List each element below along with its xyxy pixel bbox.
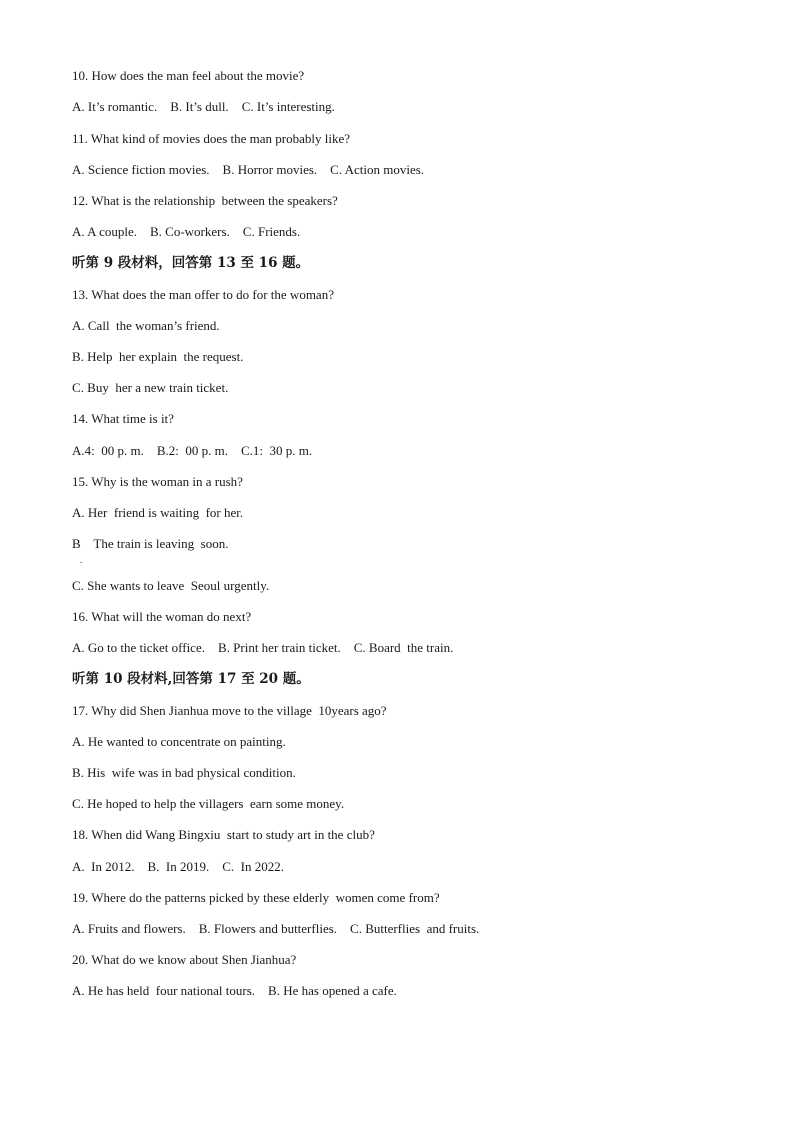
section-heading-10: 听第 10 段材料,回答第 17 至 20 题。 [72,671,310,687]
question-20: 20. What do we know about Shen Jianhua? [72,952,297,967]
option-15-a: A. Her friend is waiting for her. [72,505,244,520]
question-18: 18. When did Wang Bingxiu start to study art in the club? [72,827,375,842]
options-18: A. In 2012. B. In 2019. C. In 2022. [72,859,284,874]
question-17: 17. Why did Shen Jianhua move to the village 10years ago? [72,703,387,718]
section-heading-9: 听第 9 段材料，回答第 13 至 16 题。 [72,255,310,271]
options-10: A. It’s romantic. B. It’s dull. C. It’s interesting. [72,99,335,114]
question-10: 10. How does the man feel about the movie? [72,68,305,83]
option-15-c: C. She wants to leave Seoul urgently. [72,578,270,593]
question-16: 16. What will the woman do next? [72,609,252,624]
stray-mark: . [80,555,83,565]
question-11: 11. What kind of movies does the man probably like? [72,131,350,146]
options-11: A. Science fiction movies. B. Horror movies. C. Action movies. [72,162,425,177]
option-17-a: A. He wanted to concentrate on painting. [72,734,286,749]
question-13: 13. What does the man offer to do for the woman? [72,287,334,302]
question-15: 15. Why is the woman in a rush? [72,474,243,489]
options-19: A. Fruits and flowers. B. Flowers and butterflies. C. Butterflies and fruits. [72,921,480,936]
options-12: A. A couple. B. Co-workers. C. Friends. [72,224,301,239]
option-13-b: B. Help her explain the request. [72,349,244,364]
option-13-a: A. Call the woman’s friend. [72,318,220,333]
option-17-b: B. His wife was in bad physical condition. [72,765,296,780]
question-12: 12. What is the relationship between the speakers? [72,193,338,208]
option-13-c: C. Buy her a new train ticket. [72,380,229,395]
options-14: A.4: 00 p. m. B.2: 00 p. m. C.1: 30 p. m. [72,443,313,458]
options-16: A. Go to the ticket office. B. Print her train ticket. C. Board the train. [72,640,454,655]
question-14: 14. What time is it? [72,411,174,426]
option-17-c: C. He hoped to help the villagers earn some money. [72,796,345,811]
options-20: A. He has held four national tours. B. He has opened a cafe. [72,983,397,998]
option-15-b: B The train is leaving soon. [72,536,229,551]
question-19: 19. Where do the patterns picked by these elderly women come from? [72,890,440,905]
